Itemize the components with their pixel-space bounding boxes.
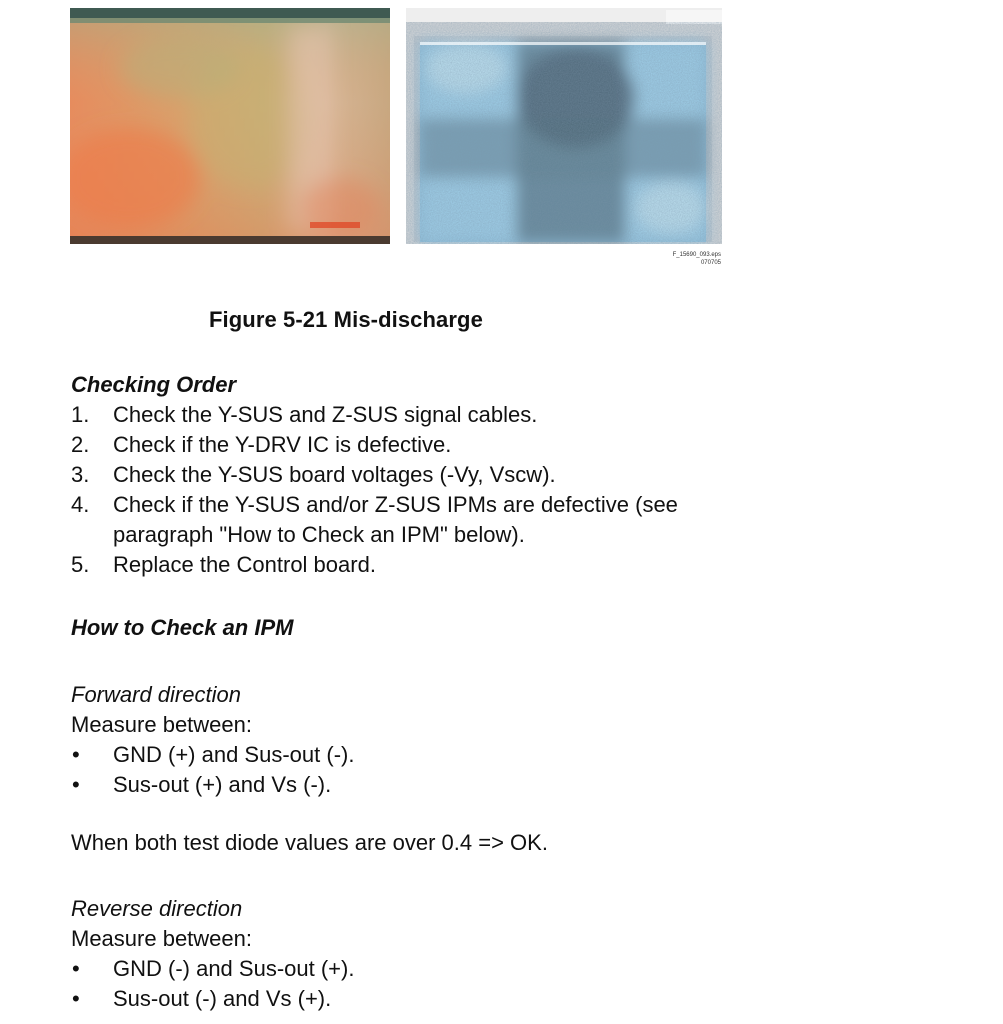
list-item xyxy=(71,984,751,1014)
list-item xyxy=(71,770,751,800)
step-text: Replace the Control board. xyxy=(113,552,376,577)
forward-direction-section xyxy=(71,680,751,800)
list-item xyxy=(71,550,751,580)
ipm-heading: How to Check an IPM xyxy=(71,615,294,640)
checking-order-section xyxy=(71,370,751,580)
bullet-text: Sus-out (+) and Vs (-). xyxy=(113,772,332,797)
step-text: Check if the Y-DRV IC is defective. xyxy=(113,432,452,457)
bullet-icon: • xyxy=(72,772,80,797)
checking-steps-list xyxy=(71,400,751,580)
step-text: Check the Y-SUS board voltages (-Vy, Vscw). xyxy=(113,462,556,487)
mis-discharge-photo-orange xyxy=(70,8,390,244)
figure-caption: Figure 5-21 Mis-discharge xyxy=(209,307,483,332)
bullet-text: GND (+) and Sus-out (-). xyxy=(113,742,355,767)
ipm-section xyxy=(71,613,751,643)
bullet-icon: • xyxy=(72,956,80,981)
step-text: Check the Y-SUS and Z-SUS signal cables. xyxy=(113,402,538,427)
reverse-direction-section xyxy=(71,894,751,1014)
mis-discharge-photo-blue xyxy=(406,8,722,244)
step-number: 3. xyxy=(71,462,90,487)
reverse-bullet-list xyxy=(71,954,751,1014)
bullet-text: GND (-) and Sus-out (+). xyxy=(113,956,355,981)
step-number: 5. xyxy=(71,552,90,577)
step-number: 2. xyxy=(71,432,90,457)
reverse-intro: Measure between: xyxy=(71,926,252,951)
forward-direction-heading: Forward direction xyxy=(71,682,241,707)
ok-criteria xyxy=(71,828,751,858)
reverse-direction-heading: Reverse direction xyxy=(71,896,243,921)
figure-code: F_15690_093.eps xyxy=(672,252,721,258)
list-item xyxy=(71,954,751,984)
ok-criteria-text: When both test diode values are over 0.4 => OK. xyxy=(71,830,548,855)
figure-date-code: 070705 xyxy=(700,260,721,266)
bullet-icon: • xyxy=(72,742,80,767)
step-text-line2: paragraph "How to Check an IPM" below). xyxy=(113,522,525,547)
list-item xyxy=(71,430,751,460)
checking-order-heading: Checking Order xyxy=(71,372,237,397)
step-number: 4. xyxy=(71,492,90,517)
list-item xyxy=(71,400,751,430)
step-text-line1: Check if the Y-SUS and/or Z-SUS IPMs are defective (see xyxy=(113,492,678,517)
step-number: 1. xyxy=(71,402,90,427)
forward-intro: Measure between: xyxy=(71,712,252,737)
bullet-text: Sus-out (-) and Vs (+). xyxy=(113,986,332,1011)
list-item xyxy=(71,490,751,550)
forward-bullet-list xyxy=(71,740,751,800)
list-item xyxy=(71,740,751,770)
list-item xyxy=(71,460,751,490)
bullet-icon: • xyxy=(72,986,80,1011)
